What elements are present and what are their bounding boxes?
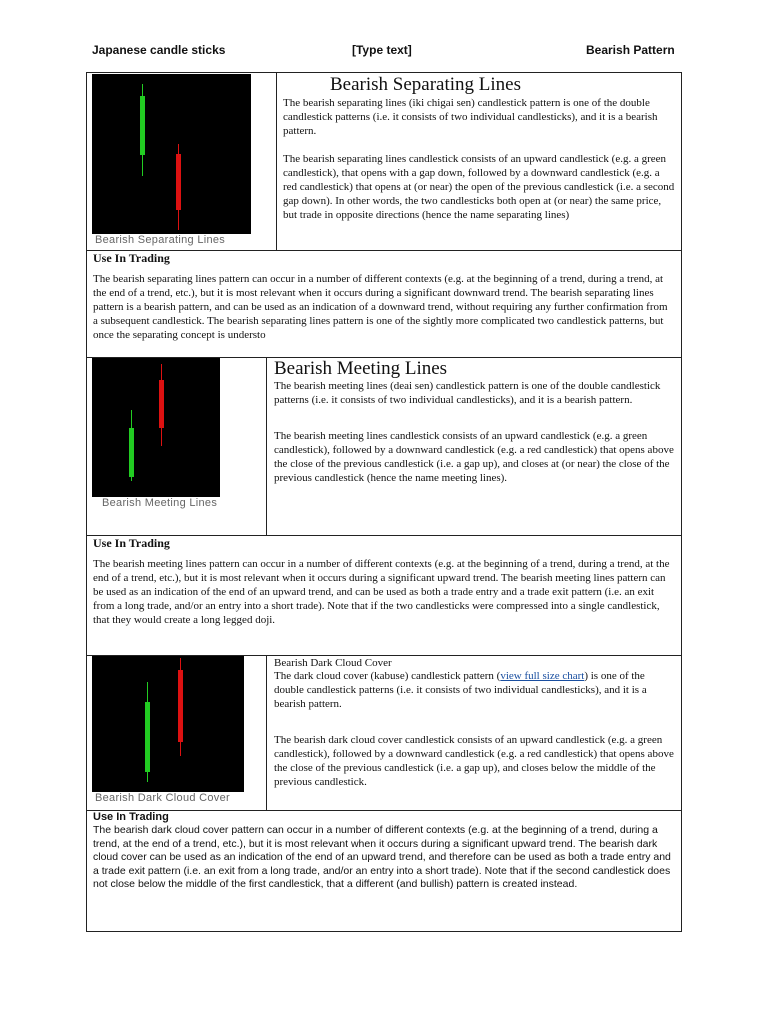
description-paragraph: The bearish separating lines (iki chigai sen) candlestick pattern is one of the double candlestick patterns (i.e. it consists of two individual candlesticks), and it is a bearish pattern. — [283, 97, 658, 137]
description-text: ) is one of the double candlestick patterns (i.e. it consists of two individual candlesticks), and it is a bearish pattern. — [274, 670, 647, 710]
row-divider — [86, 535, 682, 536]
chart-caption: Bearish Meeting Lines — [92, 497, 220, 513]
bullish-candle-body — [129, 428, 134, 477]
meeting-lines-chart — [92, 358, 220, 513]
header-center: [Type text] — [352, 43, 412, 57]
section-title-separating-lines: Bearish Separating Lines — [330, 74, 522, 95]
separating-lines-description — [283, 96, 676, 222]
use-in-trading-heading: Use In Trading — [93, 536, 170, 550]
column-divider — [266, 357, 267, 535]
separating-lines-chart — [92, 74, 251, 249]
column-divider — [266, 655, 267, 810]
dark-cloud-cover-description — [274, 669, 676, 789]
description-text: The dark cloud cover (kabuse) candlestick pattern ( — [274, 670, 501, 682]
row-divider — [86, 250, 682, 251]
bearish-candle-body — [159, 380, 164, 428]
chart-caption: Bearish Separating Lines — [92, 234, 251, 249]
description-paragraph: The bearish meeting lines candlestick consists of an upward candlestick (e.g. a green candlestick), followed by a downward candlestick (e.g. a red candlestick) that opens above the close of the previous candlestick (i.e. a gap up), and closes at (or near) the close of the previous candlestick (hence the name meeting lines). — [274, 430, 674, 484]
bearish-candle-body — [176, 154, 181, 210]
meeting-lines-description — [274, 379, 676, 485]
use-in-trading-text: The bearish meeting lines pattern can occur in a number of different contexts (e.g. at the beginning of a trend, during a trend, at the end of a trend, etc.), but it is most relevant when it occurs during a significant upward trend. The bearish meeting lines pattern can be used as an indication of the end of an upward trend, and can be used as both a trade entry and a trade exit pattern (i.e. an exit from a long trade, and/or an entry into a short trade). Note that if the two candlesticks were compressed into a single candlestick, that they would create a long legged doji. — [93, 558, 670, 626]
description-paragraph: The bearish separating lines candlestick consists of an upward candlestick (e.g. a green candlestick), that opens with a gap down, followed by a downward candlestick (e.g. a red candlestick) that opens at (or near) the open of the previous candlestick (i.e. a second gap down). In other words, the two candlesticks both open at (or near) the same price, but trade in opposite directions (hence the name separating lines) — [283, 153, 675, 221]
bullish-candle-body — [140, 96, 145, 155]
description-paragraph: The bearish dark cloud cover candlestick consists of an upward candlestick (e.g. a green candlestick), followed by a downward candlestick (e.g. a red candlestick) that opens above the close of the previous candlestick (i.e. a gap up), and closes below the middle of the previous candlestick. — [274, 734, 674, 788]
use-in-trading-text: The bearish separating lines pattern can occur in a number of different contexts (e.g. at the beginning of a trend, during a trend, at the end of a trend, etc.), but it is most relevant when it occurs during a significant downward trend. The bearish separating lines pattern is a bearish pattern, and can be used as an indication of a downward trend, without requiring any further confirmation from a subsequent candlestick. The bearish separating lines pattern is one of the sightly more complicated two candlestick patterns, but once the separating concept is understo — [93, 273, 668, 341]
use-in-trading-heading: Use In Trading — [93, 811, 169, 823]
section-title-meeting-lines: Bearish Meeting Lines — [274, 358, 448, 379]
use-in-trading-heading: Use In Trading — [93, 251, 170, 265]
chart-caption: Bearish Dark Cloud Cover — [92, 792, 244, 808]
description-paragraph: The bearish meeting lines (deai sen) candlestick pattern is one of the double candlestick patterns (i.e. it consists of two individual candlesticks), and it is a bearish pattern. — [274, 380, 661, 406]
column-divider — [276, 72, 277, 250]
header-right: Bearish Pattern — [586, 43, 675, 57]
use-in-trading-text: The bearish dark cloud cover pattern can occur in a number of different contexts (e.g. at the beginning of a trend, during a trend, at the end of a trend, etc.), but it is most relevant when it occurs during a significant upward trend. The bearish dark cloud cover can be used as an indication of the end of an upward trend, and therefore can be used as both a trade entry and a trade exit pattern (i.e. an exit from a long trade, and/or an entry into a short trade). Note that if the second candlestick does not close below the middle of the first candlestick, that a different (and bullish) pattern is created instead. — [93, 824, 671, 890]
section-title-dark-cloud-cover: Bearish Dark Cloud Cover — [274, 657, 392, 669]
header-left: Japanese candle sticks — [92, 43, 226, 57]
bullish-candle-body — [145, 702, 150, 772]
bearish-candle-body — [178, 670, 183, 742]
row-divider — [86, 810, 682, 811]
dark-cloud-cover-chart — [92, 656, 244, 808]
description-paragraph — [274, 669, 676, 711]
view-full-size-chart-link[interactable]: view full size chart — [500, 670, 585, 682]
